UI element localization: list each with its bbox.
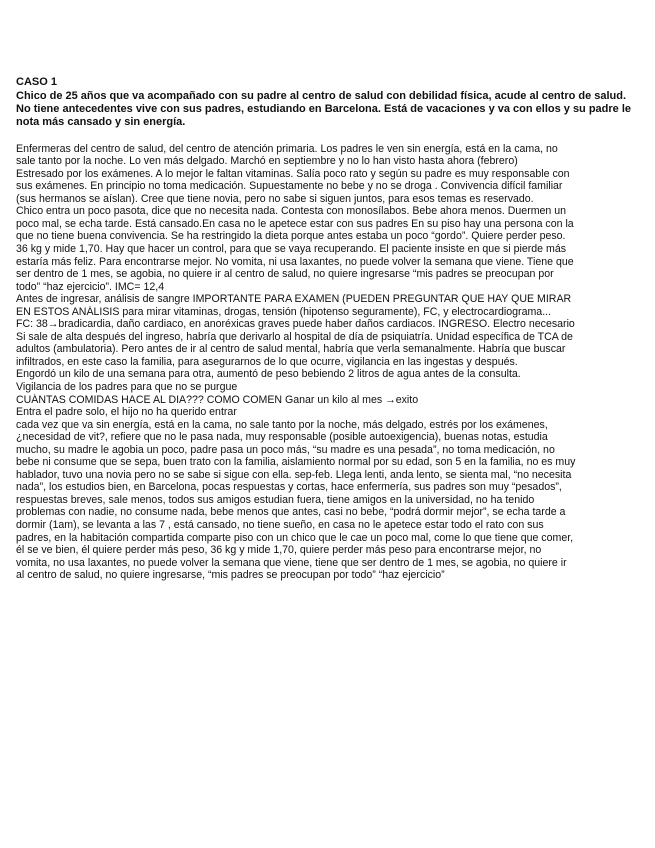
text-line: ¿necesidad de vit?, refiere que no le pasa nada, muy responsable (posible autoexigencia), buenas notas, estudia	[16, 431, 548, 444]
text-line: respuestas breves, sale menos, todos sus amigos estudian fuera, tiene amigos en la universidad, no ha tenido	[16, 493, 535, 506]
text-line: ser dentro de 1 mes, se agobia, no quiere ir al centro de salud, no quiere ingresarse “mis padres se preocupan por	[16, 268, 554, 281]
text-line: él se ve bien, él quiere perder más peso, 36 kg y mide 1,70, quiere perder más peso para encontrarse mejor, no	[16, 544, 542, 557]
text-line: al centro de salud, no quiere ingresarse, “mis padres se preocupan por todo” “haz ejercicio”	[16, 569, 445, 582]
text-line: hablador, tuvo una novia pero no se sabe si sigue con ella. sep-feb. Llega lenti, anda lento, se sienta mal, “no necesita	[16, 468, 572, 481]
text-line: poco mal, se echa tarde. Está cansado.En casa no le apetece estar con sus padres En su piso hay una persona con la	[16, 217, 574, 230]
text-line: todo” “haz ejercicio”. IMC= 12,4	[16, 280, 165, 293]
text-line: EN ESTOS ANÁLISIS para mirar vitaminas, drogas, tensión (hipotenso seguramente), FC, y electrocardiograma...	[16, 305, 552, 318]
text-line: Enfermeras del centro de salud, del centro de atención primaria. Los padres le ven sin energía, está en la cama, no	[16, 142, 558, 155]
text-line: 36 kg y mide 1,70. Hay que hacer un control, para que se vaya recuperando. El paciente insiste en que si pierde más	[16, 242, 567, 255]
text-line: Antes de ingresar, análisis de sangre IMPORTANTE PARA EXAMEN (PUEDEN PREGUNTAR QUE HAY QUE MIRAR	[16, 293, 572, 306]
text-line: estaría más feliz. Para encontrarse mejor. No vomita, ni usa laxantes, no puede volver la semana que viene. Tiene que	[16, 255, 574, 268]
document-page	[16, 76, 638, 582]
text-line: bebe ni consume que se sepa, buen trato con la familia, aislamiento normal por su edad, son 5 en la familia, no es muy	[16, 456, 576, 469]
text-line: sus exámenes. En principio no toma medicación. Supuestamente no bebe y no se droga . Convivencia difícil familiar	[16, 180, 563, 193]
text-line: padres, en la habitación compartida comparte piso con un chico que le cae un poco mal, come lo que tiene que comer,	[16, 531, 574, 544]
text-line: Chico entra un poco pasota, dice que no necesita nada. Contesta con monosílabos. Bebe ahora menos. Duermen un	[16, 205, 567, 218]
case-intro: Chico de 25 años que va acompañado con su padre al centro de salud con debilidad física, acude al centro de salud. No tiene antecedentes vive con sus padres, estudiando en Barcelona. Está de vacaciones y va con ellos y su padre le nota más cansado y sin energía.	[16, 90, 632, 129]
text-line: Vigilancia de los padres para que no se purgue	[16, 381, 238, 393]
text-line: cada vez que va sin energía, está en la cama, no sale tanto por la noche, más delgado, estrés por los exámenes,	[16, 418, 548, 431]
text-line: dormir (1am), se levanta a las 7 , está cansado, no tiene sueño, en casa no le apetece estar todo el rato con sus	[16, 519, 544, 532]
text-line: Estresado por los exámenes. A lo mejor le faltan vitaminas. Salía poco rato y según su padre es muy responsable con	[16, 167, 570, 180]
text-line: que no tiene buena convivencia. Se ha restringido la dieta porque antes estaba un poco “gordo”. Quiere perder peso.	[16, 230, 566, 243]
text-line: Engordó un kilo de una semana para otra, aumentó de peso bebiendo 2 litros de agua antes de la consulta.	[16, 368, 521, 381]
text-line: CUÁNTAS COMIDAS HACE AL DIA??? COMO COMEN Ganar un kilo al mes →exito	[16, 393, 419, 406]
paragraph-spacer	[16, 130, 638, 143]
text-line: FC: 38→bradicardia, daño cardiaco, en anoréxicas graves puede haber daños cardiacos. INGRESO. Electro necesario	[16, 318, 575, 331]
text-line: infiltrados, en este caso la familia, para asegurarnos de lo que ocurre, vigilancia en las ingestas y después.	[16, 355, 518, 368]
text-line: vomita, no usa laxantes, no puede volver la semana que viene, tiene que ser dentro de 1 mes, se agobia, no quiere ir	[16, 556, 567, 569]
text-line: Entra el padre solo, el hijo no ha querido entrar	[16, 406, 237, 419]
text-line: problemas con nadie, no consume nada, bebe menos que antes, casi no bebe, “podrá dormir mejor”, se echa tarde a	[16, 506, 566, 519]
text-line: (sus hermanos se aíslan). Cree que tiene novia, pero no sabe si siguen juntos, para esos temas es reservado.	[16, 192, 534, 205]
text-line: sale tanto por la noche. Lo ven más delgado. Marchó en septiembre y no lo han visto hasta ahora (febrero)	[16, 155, 518, 168]
text-line: adultos (ambulatoria). Pero antes de ir al centro de salud mental, habría que verla semanalmente. Habría que buscar	[16, 343, 566, 356]
case-title: CASO 1	[16, 76, 57, 88]
text-line: nada”, los estudios bien, en Barcelona, pocas respuestas y cortas, hace enfermería, sus padres son muy “pesados”,	[16, 481, 562, 494]
text-line: mucho, su madre le agobia un poco, padre pasa un poco más, “su madre es una pesada”, no toma medicación, no	[16, 443, 555, 456]
case-notes	[16, 143, 638, 582]
text-line: Si sale de alta después del ingreso, habría que derivarlo al hospital de día de psiquiatría. Unidad específica de TCA de	[16, 330, 573, 343]
